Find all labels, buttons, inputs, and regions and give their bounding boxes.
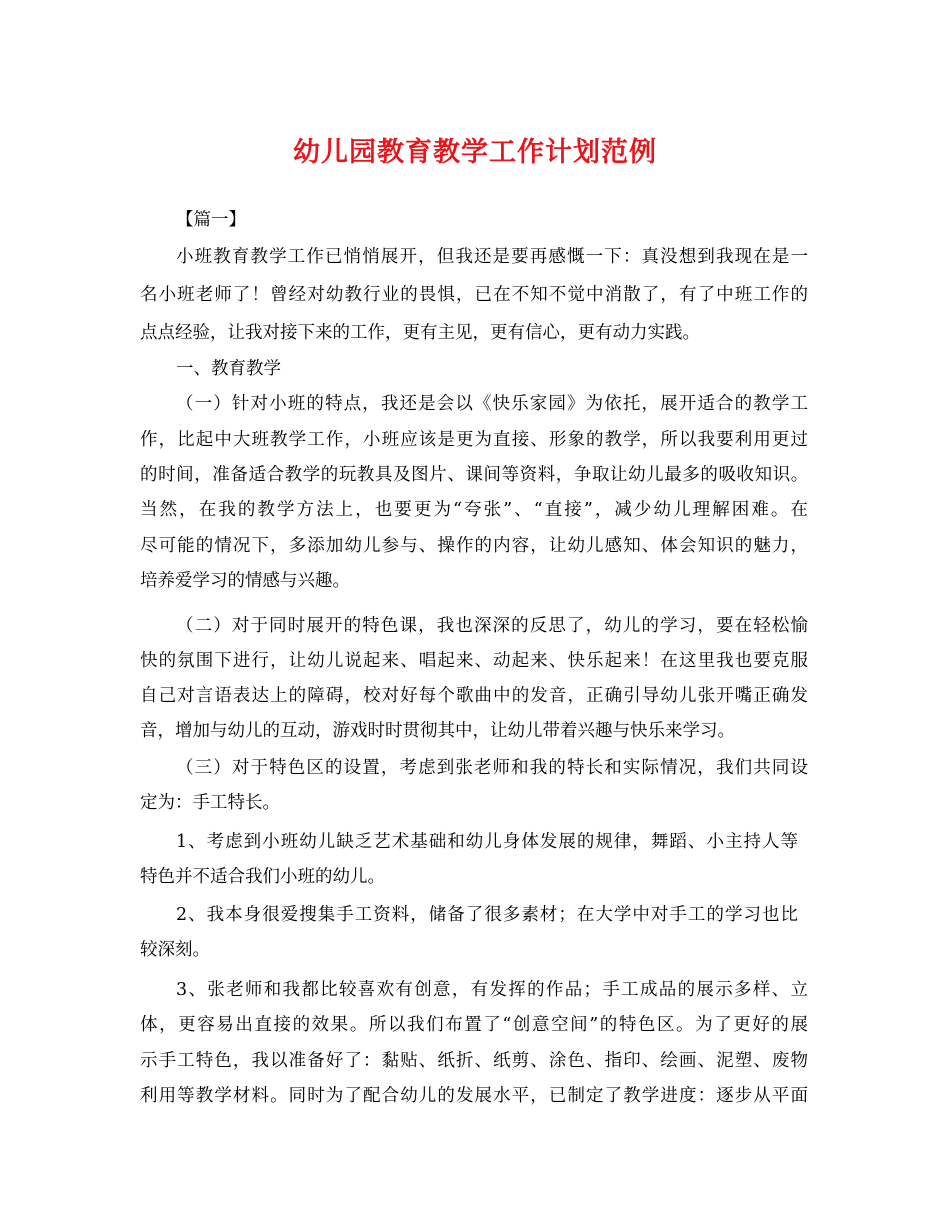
section-label: 【篇一】 [176,210,246,230]
paragraph-line: 体，更容易出直接的效果。所以我们布置了“创意空间”的特色区。为了更好的展 [140,1015,808,1035]
paragraph-line: 名小班老师了！曾经对幼教行业的畏惧，已在不知不觉中消散了，有了中班工作的 [140,285,808,305]
paragraph-line: （一）针对小班的特点，我还是会以《快乐家园》为依托，展开适合的教学工 [176,394,808,414]
paragraph-line: 快的氛围下进行，让幼儿说起来、唱起来、动起来、快乐起来！在这里我也要克服 [140,651,808,671]
section-heading: 一、教育教学 [176,359,281,379]
paragraph-line: 小班教育教学工作已悄悄展开，但我还是要再感慨一下：真没想到我现在是一 [176,247,808,267]
paragraph-line: 培养爱学习的情感与兴趣。 [140,571,350,591]
paragraph-line: 利用等教学材料。同时为了配合幼儿的发展水平，已制定了教学进度：逐步从平面 [140,1086,808,1106]
paragraph-line: 2、我本身很爱搜集手工资料，储备了很多素材；在大学中对手工的学习也比 [176,905,798,925]
paragraph-line: 尽可能的情况下，多添加幼儿参与、操作的内容，让幼儿感知、体会知识的魅力， [140,536,808,556]
paragraph-line: （三）对于特色区的设置，考虑到张老师和我的特长和实际情况，我们共同设 [176,758,808,778]
paragraph-line: 点点经验，让我对接下来的工作，更有主见，更有信心，更有动力实践。 [140,323,700,343]
paragraph-line: 定为：手工特长。 [140,793,280,813]
paragraph-line: 1、考虑到小班幼儿缺乏艺术基础和幼儿身体发展的规律，舞蹈、小主持人等 [176,832,798,852]
paragraph-line: 3、张老师和我都比较喜欢有创意，有发挥的作品；手工成品的展示多样、立 [176,980,808,1000]
paragraph-line: 当然，在我的教学方法上，也要更为“夸张”、“直接”，减少幼儿理解困难。在 [140,500,808,520]
paragraph-line: （二）对于同时展开的特色课，我也深深的反思了，幼儿的学习，要在轻松愉 [176,616,808,636]
paragraph-line: 特色并不适合我们小班的幼儿。 [140,867,385,887]
paragraph-line: 示手工特色，我以准备好了：黏贴、纸折、纸剪、涂色、指印、绘画、泥塑、废物 [140,1051,808,1071]
paragraph-line: 音，增加与幼儿的互动，游戏时时贯彻其中，让幼儿带着兴趣与快乐来学习。 [140,721,735,741]
document-title: 幼儿园教育教学工作计划范例 [293,137,657,168]
paragraph-line: 的时间，准备适合教学的玩教具及图片、课间等资料，争取让幼儿最多的吸收知识。 [140,465,808,485]
paragraph-line: 自己对言语表达上的障碍，校对好每个歌曲中的发音，正确引导幼儿张开嘴正确发 [140,686,808,706]
paragraph-line: 较深刻。 [140,940,210,960]
paragraph-line: 作，比起中大班教学工作，小班应该是更为直接、形象的教学，所以我要利用更过 [140,430,808,450]
